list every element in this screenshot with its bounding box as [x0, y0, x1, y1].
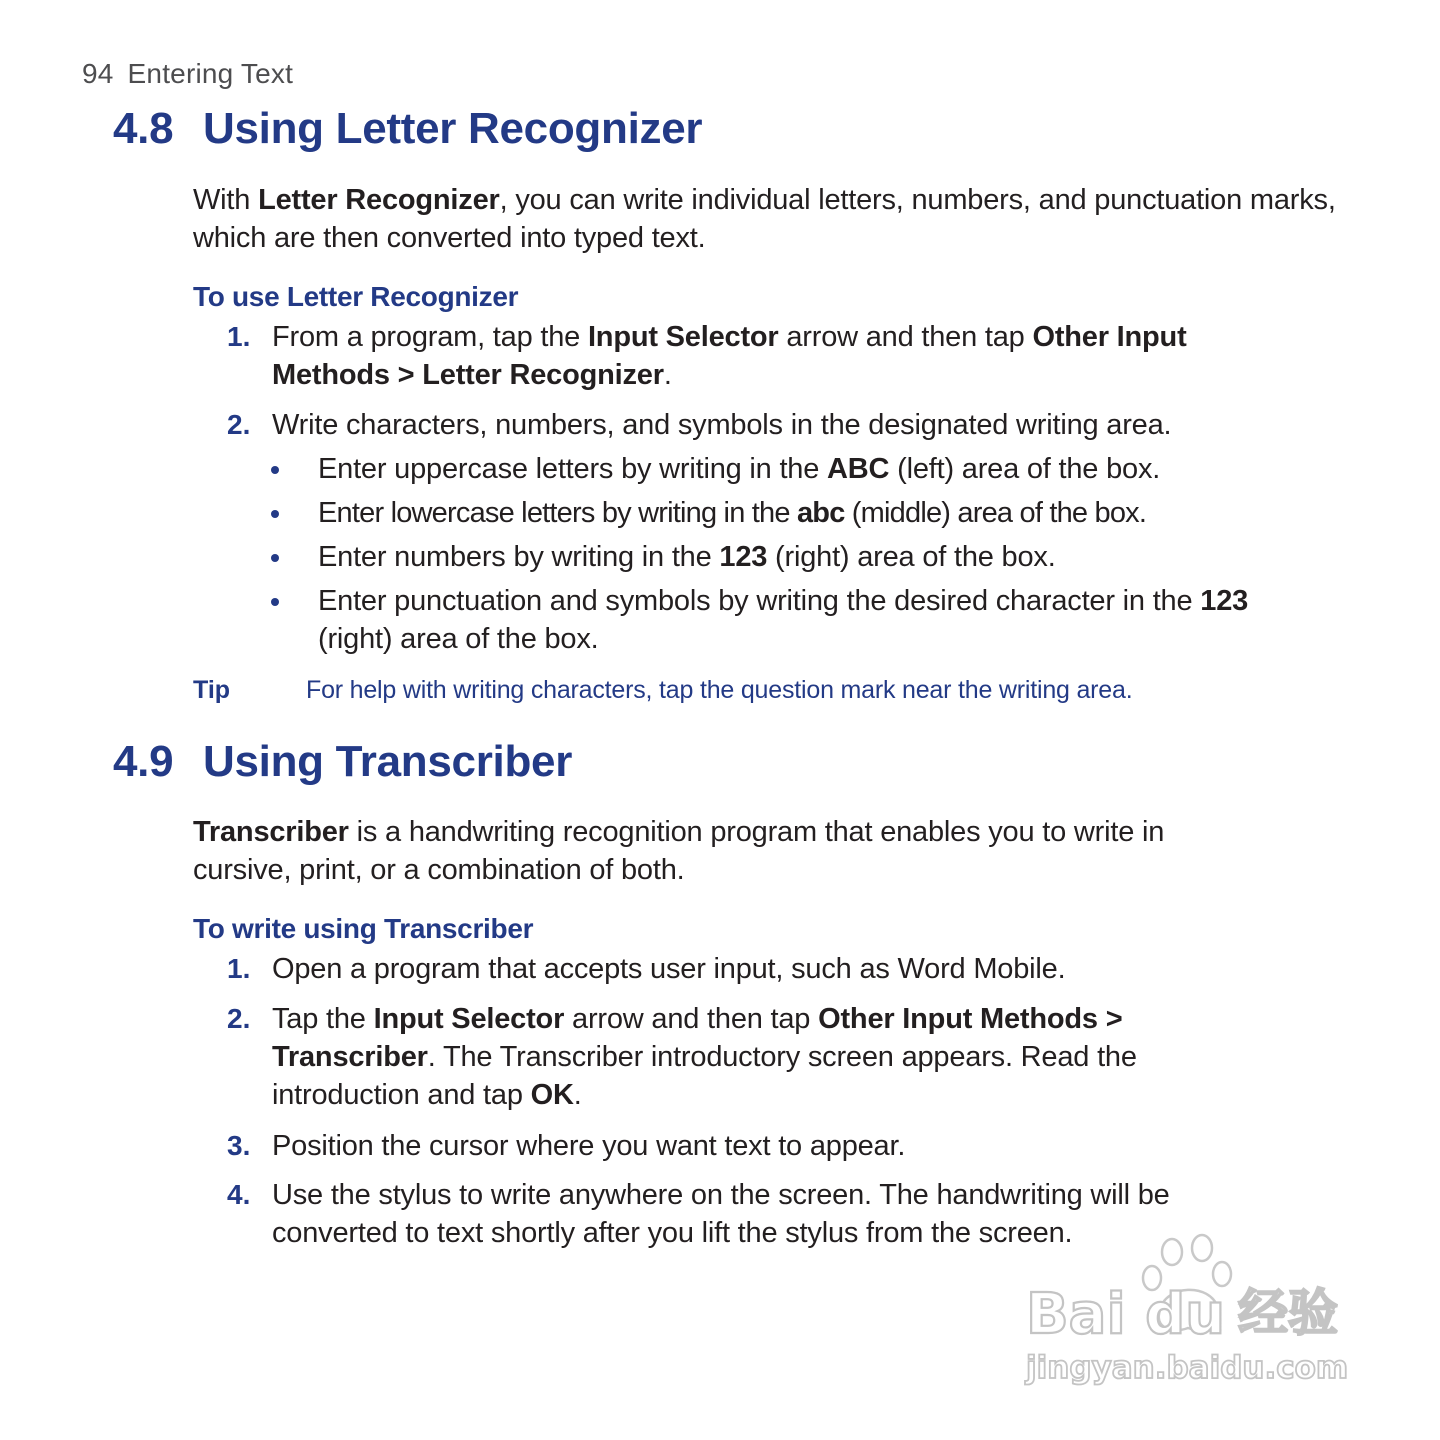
- section-intro: [193, 181, 1343, 257]
- procedure-heading: To use Letter Recognizer: [193, 281, 519, 312]
- step-text: Use the stylus to write anywhere on the screen. The handwriting will be converted to text shortly after you lift the stylus from the screen.: [272, 1179, 1170, 1249]
- step-text-part: arrow and then tap: [564, 1003, 819, 1035]
- intro-bold: Letter Recognizer: [258, 184, 500, 216]
- step-text-part: arrow and then tap: [778, 321, 1033, 353]
- section-intro: [193, 813, 1253, 889]
- step-text-part: .: [663, 359, 672, 391]
- tip-text: For help with writing characters, tap the question mark near the writing area.: [306, 676, 1133, 704]
- bullet-item: [318, 494, 1328, 532]
- bullet-icon: [271, 510, 279, 518]
- step-bold: Input Selector: [587, 321, 779, 353]
- intro-text: is a handwriting recognition program that enables you to write in cursive, print, or a combination of both.: [193, 816, 1165, 886]
- section-heading-4-8: [113, 104, 702, 154]
- bullet-bold: 123: [719, 541, 768, 573]
- bullet-text-part: Enter lowercase letters by writing in the: [318, 497, 797, 529]
- procedure-heading: To write using Transcriber: [193, 913, 534, 944]
- bullet-text-part: Enter punctuation and symbols by writing the desired character in the: [318, 585, 1201, 617]
- step-bold: Other Input Methods > Transcriber: [272, 1003, 1123, 1073]
- section-number: 4.8: [113, 104, 174, 153]
- bullet-text-part: (left) area of the box.: [889, 453, 1161, 485]
- step-bold: OK: [530, 1079, 574, 1111]
- bullet-item: [318, 450, 1328, 488]
- page-number: 94: [82, 58, 114, 89]
- step-text-part: From a program, tap the: [272, 321, 588, 353]
- step-number: 2.: [227, 1003, 251, 1034]
- step-bold: Input Selector: [373, 1003, 565, 1035]
- step-text-part: Tap the: [272, 1003, 374, 1035]
- step-number: 3.: [227, 1130, 251, 1161]
- chapter-title: Entering Text: [127, 58, 294, 89]
- bullet-text-part: (middle) area of the box.: [844, 497, 1147, 529]
- step-number: 1.: [227, 321, 251, 352]
- step-text: Position the cursor where you want text to appear.: [272, 1130, 906, 1162]
- bullet-item: [318, 582, 1268, 658]
- watermark-cn: 经验: [1238, 1284, 1338, 1342]
- tip-label: Tip: [193, 676, 231, 704]
- step-text: Open a program that accepts user input, such as Word Mobile.: [272, 953, 1066, 985]
- intro-text: , you can write individual letters, numbers, and punctuation marks, which are then converted into typed text.: [193, 184, 1336, 254]
- step-bold: Other Input Methods > Letter Recognizer: [272, 321, 1187, 391]
- bullet-text-part: (right) area of the box.: [318, 623, 599, 655]
- bullet-icon: [271, 598, 279, 606]
- step-text-part: . The Transcriber introductory screen appears. Read the introduction and tap: [272, 1041, 1137, 1111]
- step-text: Write characters, numbers, and symbols in the designated writing area.: [272, 409, 1172, 441]
- intro-bold: Transcriber: [193, 816, 349, 848]
- watermark-url: jingyan.baidu.com: [1026, 1350, 1349, 1386]
- step-text-part: .: [573, 1079, 582, 1111]
- step-text: [272, 1000, 1192, 1114]
- section-title: Using Transcriber: [203, 737, 573, 786]
- section-title: Using Letter Recognizer: [203, 104, 703, 153]
- bullet-text-part: Enter uppercase letters by writing in the: [318, 453, 828, 485]
- watermark-brand: Bai du: [1026, 1282, 1226, 1347]
- bullet-icon: [271, 554, 279, 562]
- step-number: 2.: [227, 409, 251, 440]
- bullet-bold: abc: [796, 497, 845, 529]
- paw-icon: [1162, 1239, 1182, 1265]
- bullet-text-part: Enter numbers by writing in the: [318, 541, 720, 573]
- bullet-text-part: (right) area of the box.: [767, 541, 1056, 573]
- section-number: 4.9: [113, 737, 174, 786]
- bullet-item: [318, 538, 1328, 576]
- section-heading-4-9: [113, 737, 572, 787]
- bullet-icon: [271, 466, 279, 474]
- step-number: 4.: [227, 1179, 251, 1210]
- step-number: 1.: [227, 953, 251, 984]
- bullet-bold: 123: [1200, 585, 1249, 617]
- intro-text: With: [193, 184, 259, 216]
- bullet-bold: ABC: [827, 453, 890, 485]
- page-header: [82, 58, 293, 90]
- step-text: [272, 318, 1272, 394]
- baidu-watermark: [1020, 1230, 1360, 1390]
